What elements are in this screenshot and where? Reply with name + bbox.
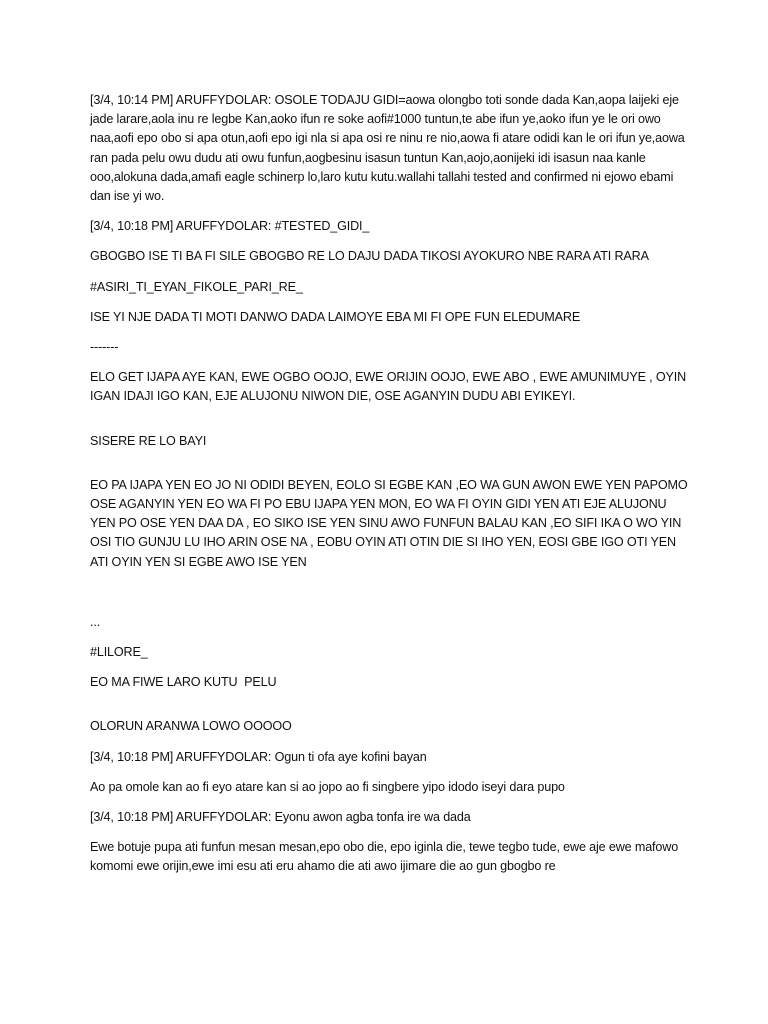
paragraph-olorun: OLORUN ARANWA LOWO OOOOO bbox=[90, 719, 292, 734]
spacer bbox=[90, 703, 688, 717]
paragraph-tested-header: [3/4, 10:18 PM] ARUFFYDOLAR: #TESTED_GIDI_ bbox=[90, 219, 370, 234]
spacer bbox=[90, 583, 688, 613]
paragraph-asiri-hashtag: #ASIRI_TI_EYAN_FIKOLE_PARI_RE_ bbox=[90, 279, 303, 294]
paragraph-recipe-intro: [3/4, 10:14 PM] ARUFFYDOLAR: OSOLE TODAJU GIDI=aowa olongbo toti sonde dada Kan,aopa laijeki eje jade larare,aola inu re legbe Kan,aoko ifun re soke aofi#1000 tuntun,te abe ifun ye,aoko ifun ye le ori owo naa,aofi epo obo si apa otun,aofi epo igi nla si apa osi re ninu re nio,aowa fi atare odidi kan le ori ifun ye,aowa ran pada pelu owu dudu ati owu funfun,aogbesinu isasun tuntun Kan,aojo,aonijeki idi isasun naa kanle ooo,alokuna dada,amafi eagle schinerp lo,laro kutu kutu.wallahi tallahi tested and confirmed ni ejowo ebami dan ise yi wo. bbox=[90, 93, 689, 204]
paragraph-ao-pa-omole: Ao pa omole kan ao fi eyo atare kan si ao jopo ao fi singbere yipo idodo iseyi dara pupo bbox=[90, 779, 565, 794]
paragraph-lilore-hashtag: #LILORE_ bbox=[90, 645, 148, 660]
paragraph-ellipsis: ... bbox=[90, 614, 101, 629]
document-body bbox=[90, 91, 691, 888]
paragraph-instructions: EO PA IJAPA YEN EO JO NI ODIDI BEYEN, EOLO SI EGBE KAN ,EO WA GUN AWON EWE YEN PAPOMO OSE AGANYIN YEN EO WA FI PO EBU IJAPA YEN MON, EO WA FI OYIN GIDI YEN ATI EJE ALUJONU YEN PO OSE YEN DAA DA , EO SIKO ISE YEN SINU AWO FUNFUN BALAU KAN ,EO SIFI IKA O WO YIN OSI TIO GUNJU LU IHO ARIN OSE NA , EOBU OYIN ATI OTIN DIE SI IHO YEN, EOSI GBE IGO OTI YEN ATI OYIN YEN SI EGBE AWO ISE YEN bbox=[90, 477, 691, 569]
paragraph-ewe-botuje: Ewe botuje pupa ati funfun mesan mesan,epo obo die, epo iginla die, tewe tegbo tude, ewe aje ewe mafowo komomi ewe orijin,ewe imi esu ati eru ahamo die ati awo ijimare die ao gun gbogbo re bbox=[90, 840, 682, 874]
paragraph-sisere: SISERE RE LO BAYI bbox=[90, 433, 207, 448]
paragraph-gbogbo: GBOGBO ISE TI BA FI SILE GBOGBO RE LO DAJU DADA TIKOSI AYOKURO NBE RARA ATI RARA bbox=[90, 249, 649, 264]
paragraph-eyonu-header: [3/4, 10:18 PM] ARUFFYDOLAR: Eyonu awon agba tonfa ire wa dada bbox=[90, 810, 471, 825]
paragraph-ogun-header: [3/4, 10:18 PM] ARUFFYDOLAR: Ogun ti ofa aye kofini bayan bbox=[90, 749, 427, 764]
spacer bbox=[90, 462, 688, 476]
paragraph-divider: ------- bbox=[90, 340, 119, 355]
paragraph-ise-yi: ISE YI NJE DADA TI MOTI DANWO DADA LAIMOYE EBA MI FI OPE FUN ELEDUMARE bbox=[90, 309, 581, 324]
paragraph-eo-ma-fiwe: EO MA FIWE LARO KUTU PELU bbox=[90, 675, 277, 690]
spacer bbox=[90, 418, 688, 432]
paragraph-ingredients: ELO GET IJAPA AYE KAN, EWE OGBO OOJO, EWE ORIJIN OOJO, EWE ABO , EWE AMUNIMUYE , OYIN IGAN IDAJI IGO KAN, EJE ALUJONU NIWON DIE, OSE AGANYIN DUDU ABI EYIKEYI. bbox=[90, 370, 690, 404]
